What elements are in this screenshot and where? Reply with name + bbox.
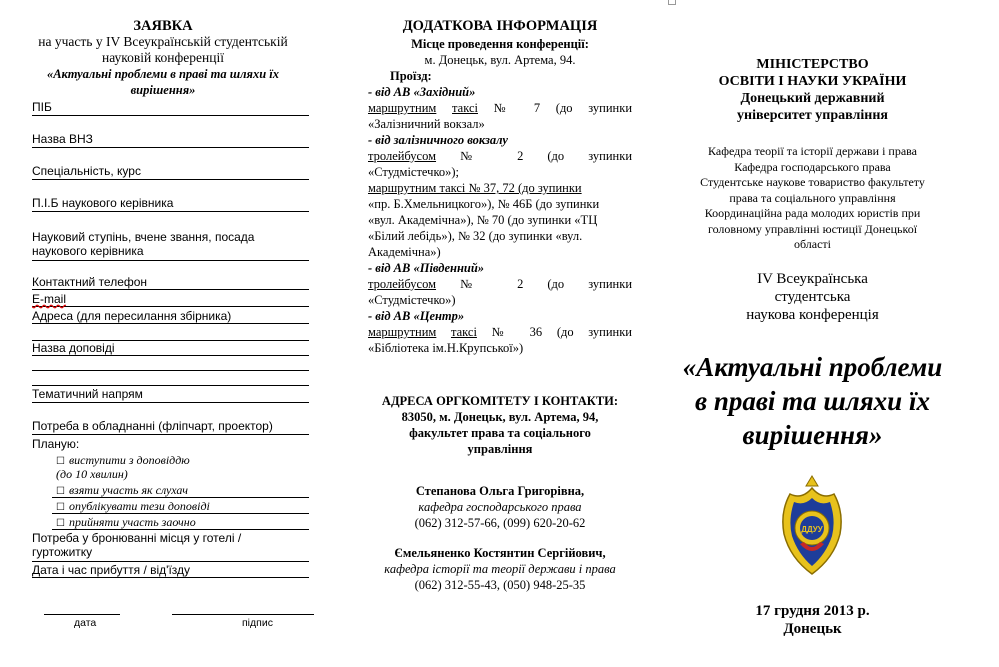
route-2-word: № (460, 149, 493, 163)
university-line-2: університет управління (737, 108, 888, 123)
route-3-line-1 (368, 276, 632, 292)
route-4-from: - від АВ «Центр» (368, 309, 465, 323)
route-1-line-2: «Залізничний вокзал» (368, 117, 485, 131)
field-supervisor[interactable]: П.І.Б наукового керівника (32, 196, 309, 212)
field-equipment-label: Потреба в обладнанні (фліпчарт, проектор) (32, 419, 273, 433)
conference-title-line-3: вирішення» (742, 420, 883, 450)
conference-block (670, 270, 955, 324)
contact-1-phone[interactable]: (062) 312-57-66, (099) 620-20-62 (414, 516, 586, 530)
option-listener-label: взяти участь як слухач (68, 483, 188, 497)
organizer-line-1: Кафедра теорії та історії держави і права (708, 144, 917, 158)
route-3-line-2: «Студмістечко») (368, 293, 456, 307)
checkbox-icon[interactable]: ☐ (56, 518, 65, 529)
signature-label: підпис (242, 617, 273, 629)
route-3-word: тролейбусом (368, 277, 437, 291)
conference-line-2: студентська (774, 289, 851, 305)
field-address-blank[interactable] (32, 326, 309, 341)
signature-line[interactable] (172, 614, 314, 615)
university-emblem (770, 472, 854, 580)
route-1-word: маршрутним (368, 101, 437, 115)
organizer-line-3: Студентське наукове товариство факультету (700, 175, 925, 189)
route-4-word: № (491, 325, 516, 339)
contact-2-dept: кафедра історії та теорії держави і права (384, 562, 616, 576)
emblem-crown (806, 476, 818, 486)
route-2-line-1 (368, 148, 632, 164)
option-divider-3 (52, 515, 309, 530)
option-remote-label: прийняти участь заочно (68, 515, 196, 529)
contact-1-dept: кафедра господарського права (418, 500, 582, 514)
checkbox-icon[interactable]: ☐ (56, 502, 65, 513)
form-subtitle-1: на участь у IV Всеукраїнській студентській (38, 34, 288, 49)
route-4-line-2: «Бібліотека ім.Н.Крупської») (368, 341, 524, 355)
ministry-block (670, 56, 955, 124)
form-subtitle-2: науковій конференції (102, 50, 224, 65)
organizers-block (670, 144, 955, 253)
route-2-line-3: маршрутним таксі № 37, 72 (до зупинки (368, 181, 582, 195)
route-1-line-1 (368, 100, 632, 116)
event-date-block (670, 602, 955, 638)
ministry-line-2: ОСВІТИ І НАУКИ УКРАЇНИ (718, 74, 907, 89)
plan-label: Планую: (32, 437, 80, 451)
route-2-word: (до (547, 149, 565, 163)
route-2-line-2: «Студмістечко»); (368, 165, 460, 179)
event-city: Донецьк (783, 621, 842, 637)
route-2-word: 2 (517, 149, 524, 163)
route-1-from: - від АВ «Західний» (368, 85, 476, 99)
conference-line-3: наукова конференція (746, 307, 879, 323)
field-report-blank-2[interactable] (32, 371, 309, 386)
field-degree-line-1: Науковий ступінь, вчене звання, посада (32, 230, 255, 244)
route-4-word: (до (556, 325, 574, 339)
conference-title (670, 350, 955, 452)
application-form (22, 0, 304, 667)
ministry-line-1: МІНІСТЕРСТВО (756, 57, 869, 72)
field-topic[interactable]: Тематичний напрям (32, 387, 309, 403)
venue-title: Місце проведення конференції: (411, 37, 589, 51)
org-address-line-2: факультет права та соціального (409, 426, 591, 440)
venue-address: м. Донецьк, вул. Артема, 94. (424, 53, 576, 67)
route-2-line-4: «пр. Б.Хмельницкого»), № 46Б (до зупинки (368, 197, 600, 211)
date-line[interactable] (44, 614, 120, 615)
date-label: дата (74, 617, 97, 629)
field-specialty[interactable]: Спеціальність, курс (32, 164, 309, 180)
route-1-word: 7 (533, 101, 541, 115)
field-address[interactable]: Адреса (для пересилання збірника) (32, 309, 309, 324)
route-2-word: тролейбусом (368, 149, 437, 163)
field-degree[interactable] (32, 230, 309, 261)
route-title: Проїзд: (390, 69, 432, 83)
route-3-word: (до (547, 277, 565, 291)
field-university[interactable]: Назва ВНЗ (32, 132, 309, 148)
form-title: ЗАЯВКА (133, 18, 193, 34)
organizer-line-2: Кафедра господарського права (734, 159, 891, 174)
route-2-word: зупинки (588, 149, 633, 163)
route-2-line-7: Академічна») (368, 245, 441, 259)
event-date: 17 грудня 2013 р. (755, 603, 870, 619)
route-3-from: - від АВ «Південний» (368, 261, 485, 275)
route-2-line-5: «вул. Академічна»), № 70 (до зупинки «ТЦ (368, 213, 598, 227)
field-email[interactable] (32, 292, 309, 307)
route-4-word: 36 (529, 325, 543, 339)
route-4-word: таксі (450, 325, 477, 339)
form-conf-title-2: вирішення» (130, 83, 196, 97)
field-degree-line-2: наукового керівника (32, 244, 144, 258)
route-1-word: (до (555, 101, 573, 115)
conference-title-line-2: в праві та шляхи їх (695, 386, 930, 416)
route-2-from: - від залізничного вокзалу (368, 133, 508, 147)
organizer-line-6: головному управлінні юстиції Донецької (707, 221, 918, 236)
org-address-line-1: 83050, м. Донецьк, вул. Артема, 94, (401, 410, 599, 424)
contact-2-phone[interactable]: (062) 312-55-43, (050) 948-25-35 (414, 578, 586, 592)
cover-page (670, 0, 955, 667)
contact-2-name: Ємельяненко Костянтин Сергійович, (394, 546, 606, 560)
field-pib[interactable]: ПІБ (32, 100, 309, 116)
info-title: ДОДАТКОВА ІНФОРМАЦІЯ (402, 18, 598, 34)
route-4-word: маршрутним (368, 325, 437, 339)
contact-1-name: Степанова Ольга Григорівна, (415, 484, 585, 498)
organizer-line-7: області (793, 237, 832, 251)
org-address-title: АДРЕСА ОРГКОМІТЕТУ І КОНТАКТИ: (381, 394, 619, 408)
conference-title-line-1: «Актуальні проблеми (682, 352, 943, 382)
option-divider-1 (52, 483, 309, 498)
route-3-word: 2 (517, 277, 524, 291)
route-2-line-6: «Білий лебідь»), № 32 (до зупинки «вул. (368, 229, 583, 243)
field-email-label: E-mail (32, 292, 67, 306)
additional-info (368, 0, 632, 667)
checkbox-icon[interactable]: ☐ (56, 456, 65, 467)
route-1-word: таксі (452, 101, 478, 115)
route-1-word: № (493, 101, 519, 115)
field-arrival[interactable]: Дата і час прибуття / від'їзду (32, 563, 309, 578)
option-speak-label: виступити з доповіддю (68, 453, 190, 467)
field-phone[interactable]: Контактний телефон (32, 275, 309, 290)
field-report-title[interactable]: Назва доповіді (32, 341, 309, 356)
field-hotel-line-1: Потреба у бронюванні місця у готелі / (32, 531, 242, 545)
conference-line-1: IV Всеукраїнська (757, 271, 868, 287)
option-publish-label: опублікувати тези доповіді (68, 499, 210, 513)
field-hotel-line-2: гуртожитку (32, 545, 93, 559)
organizer-line-5: Координаційна рада молодих юристів при (704, 206, 921, 220)
field-equipment[interactable] (32, 419, 309, 435)
option-speak-note: (до 10 хвилин) (56, 467, 128, 481)
route-1-word: зупинки (588, 101, 633, 115)
form-conf-title-1: «Актуальні проблеми в праві та шляхи їх (46, 67, 280, 81)
route-3-word: зупинки (588, 277, 633, 291)
university-line-1: Донецький державний (740, 91, 885, 106)
field-hotel[interactable] (32, 531, 309, 562)
checkbox-icon[interactable]: ☐ (56, 486, 65, 497)
route-3-word: № (460, 277, 493, 291)
organizer-line-4: права та соціального управління (729, 190, 896, 205)
option-divider-2 (52, 499, 309, 514)
field-report-blank-1[interactable] (32, 356, 309, 371)
form-header (22, 18, 304, 98)
route-4-word: зупинки (588, 325, 632, 339)
route-4-line-1 (368, 324, 632, 340)
org-address-line-3: управління (467, 442, 533, 456)
emblem-text: ДДУУ (801, 525, 823, 534)
